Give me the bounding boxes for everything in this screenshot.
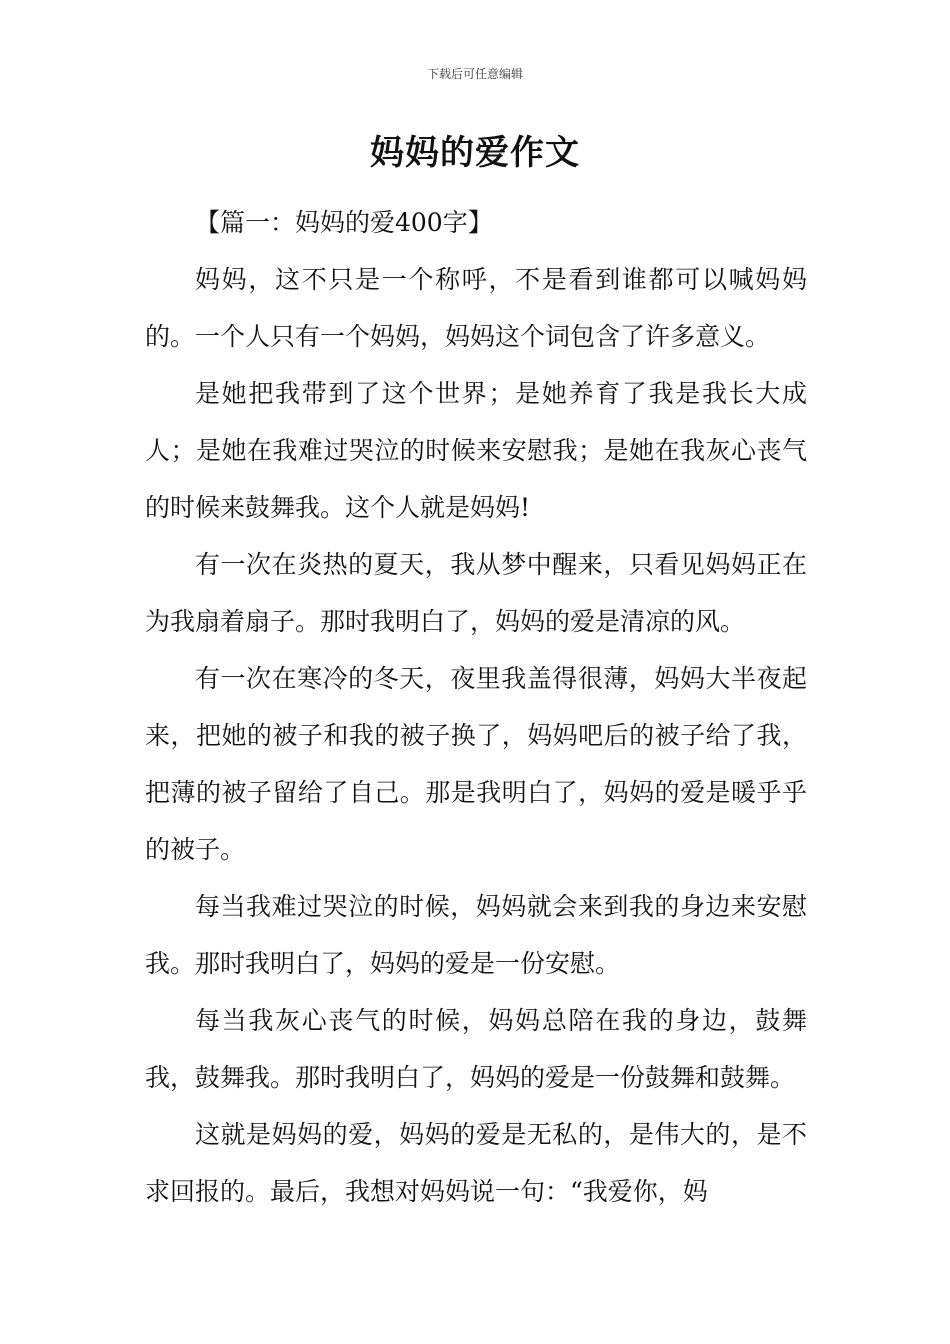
header-note: 下载后可任意编辑: [426, 67, 523, 81]
paragraph: 有一次在炎热的夏天，我从梦中醒来，只看见妈妈正在为我扇着扇子。那时我明白了，妈妈的爱是清凉的风。: [145, 550, 807, 636]
section-heading: 【篇一：妈妈的爱400字】: [195, 208, 493, 237]
paragraph: 妈妈，这不只是一个称呼，不是看到谁都可以喊妈妈的。一个人只有一个妈妈，妈妈这个词包含了许多意义。: [145, 265, 807, 351]
paragraph: 有一次在寒冷的冬天，夜里我盖得很薄，妈妈大半夜起来，把她的被子和我的被子换了，妈妈吧后的被子给了我，把薄的被子留给了自己。那是我明白了，妈妈的爱是暖乎乎的被子。: [145, 664, 807, 864]
paragraph: 这就是妈妈的爱，妈妈的爱是无私的，是伟大的，是不求回报的。最后，我想对妈妈说一句：“我爱你，妈: [145, 1120, 807, 1206]
paragraph: 每当我难过哭泣的时候，妈妈就会来到我的身边来安慰我。那时我明白了，妈妈的爱是一份安慰。: [145, 892, 807, 978]
paragraph: 每当我灰心丧气的时候，妈妈总陪在我的身边，鼓舞我，鼓舞我。那时我明白了，妈妈的爱是一份鼓舞和鼓舞。: [145, 1006, 807, 1092]
document-body: [145, 194, 807, 1220]
paragraph: 是她把我带到了这个世界；是她养育了我是我长大成人；是她在我难过哭泣的时候来安慰我；是她在我灰心丧气的时候来鼓舞我。这个人就是妈妈!: [145, 379, 807, 522]
document-title: 妈妈的爱作文: [370, 133, 580, 173]
